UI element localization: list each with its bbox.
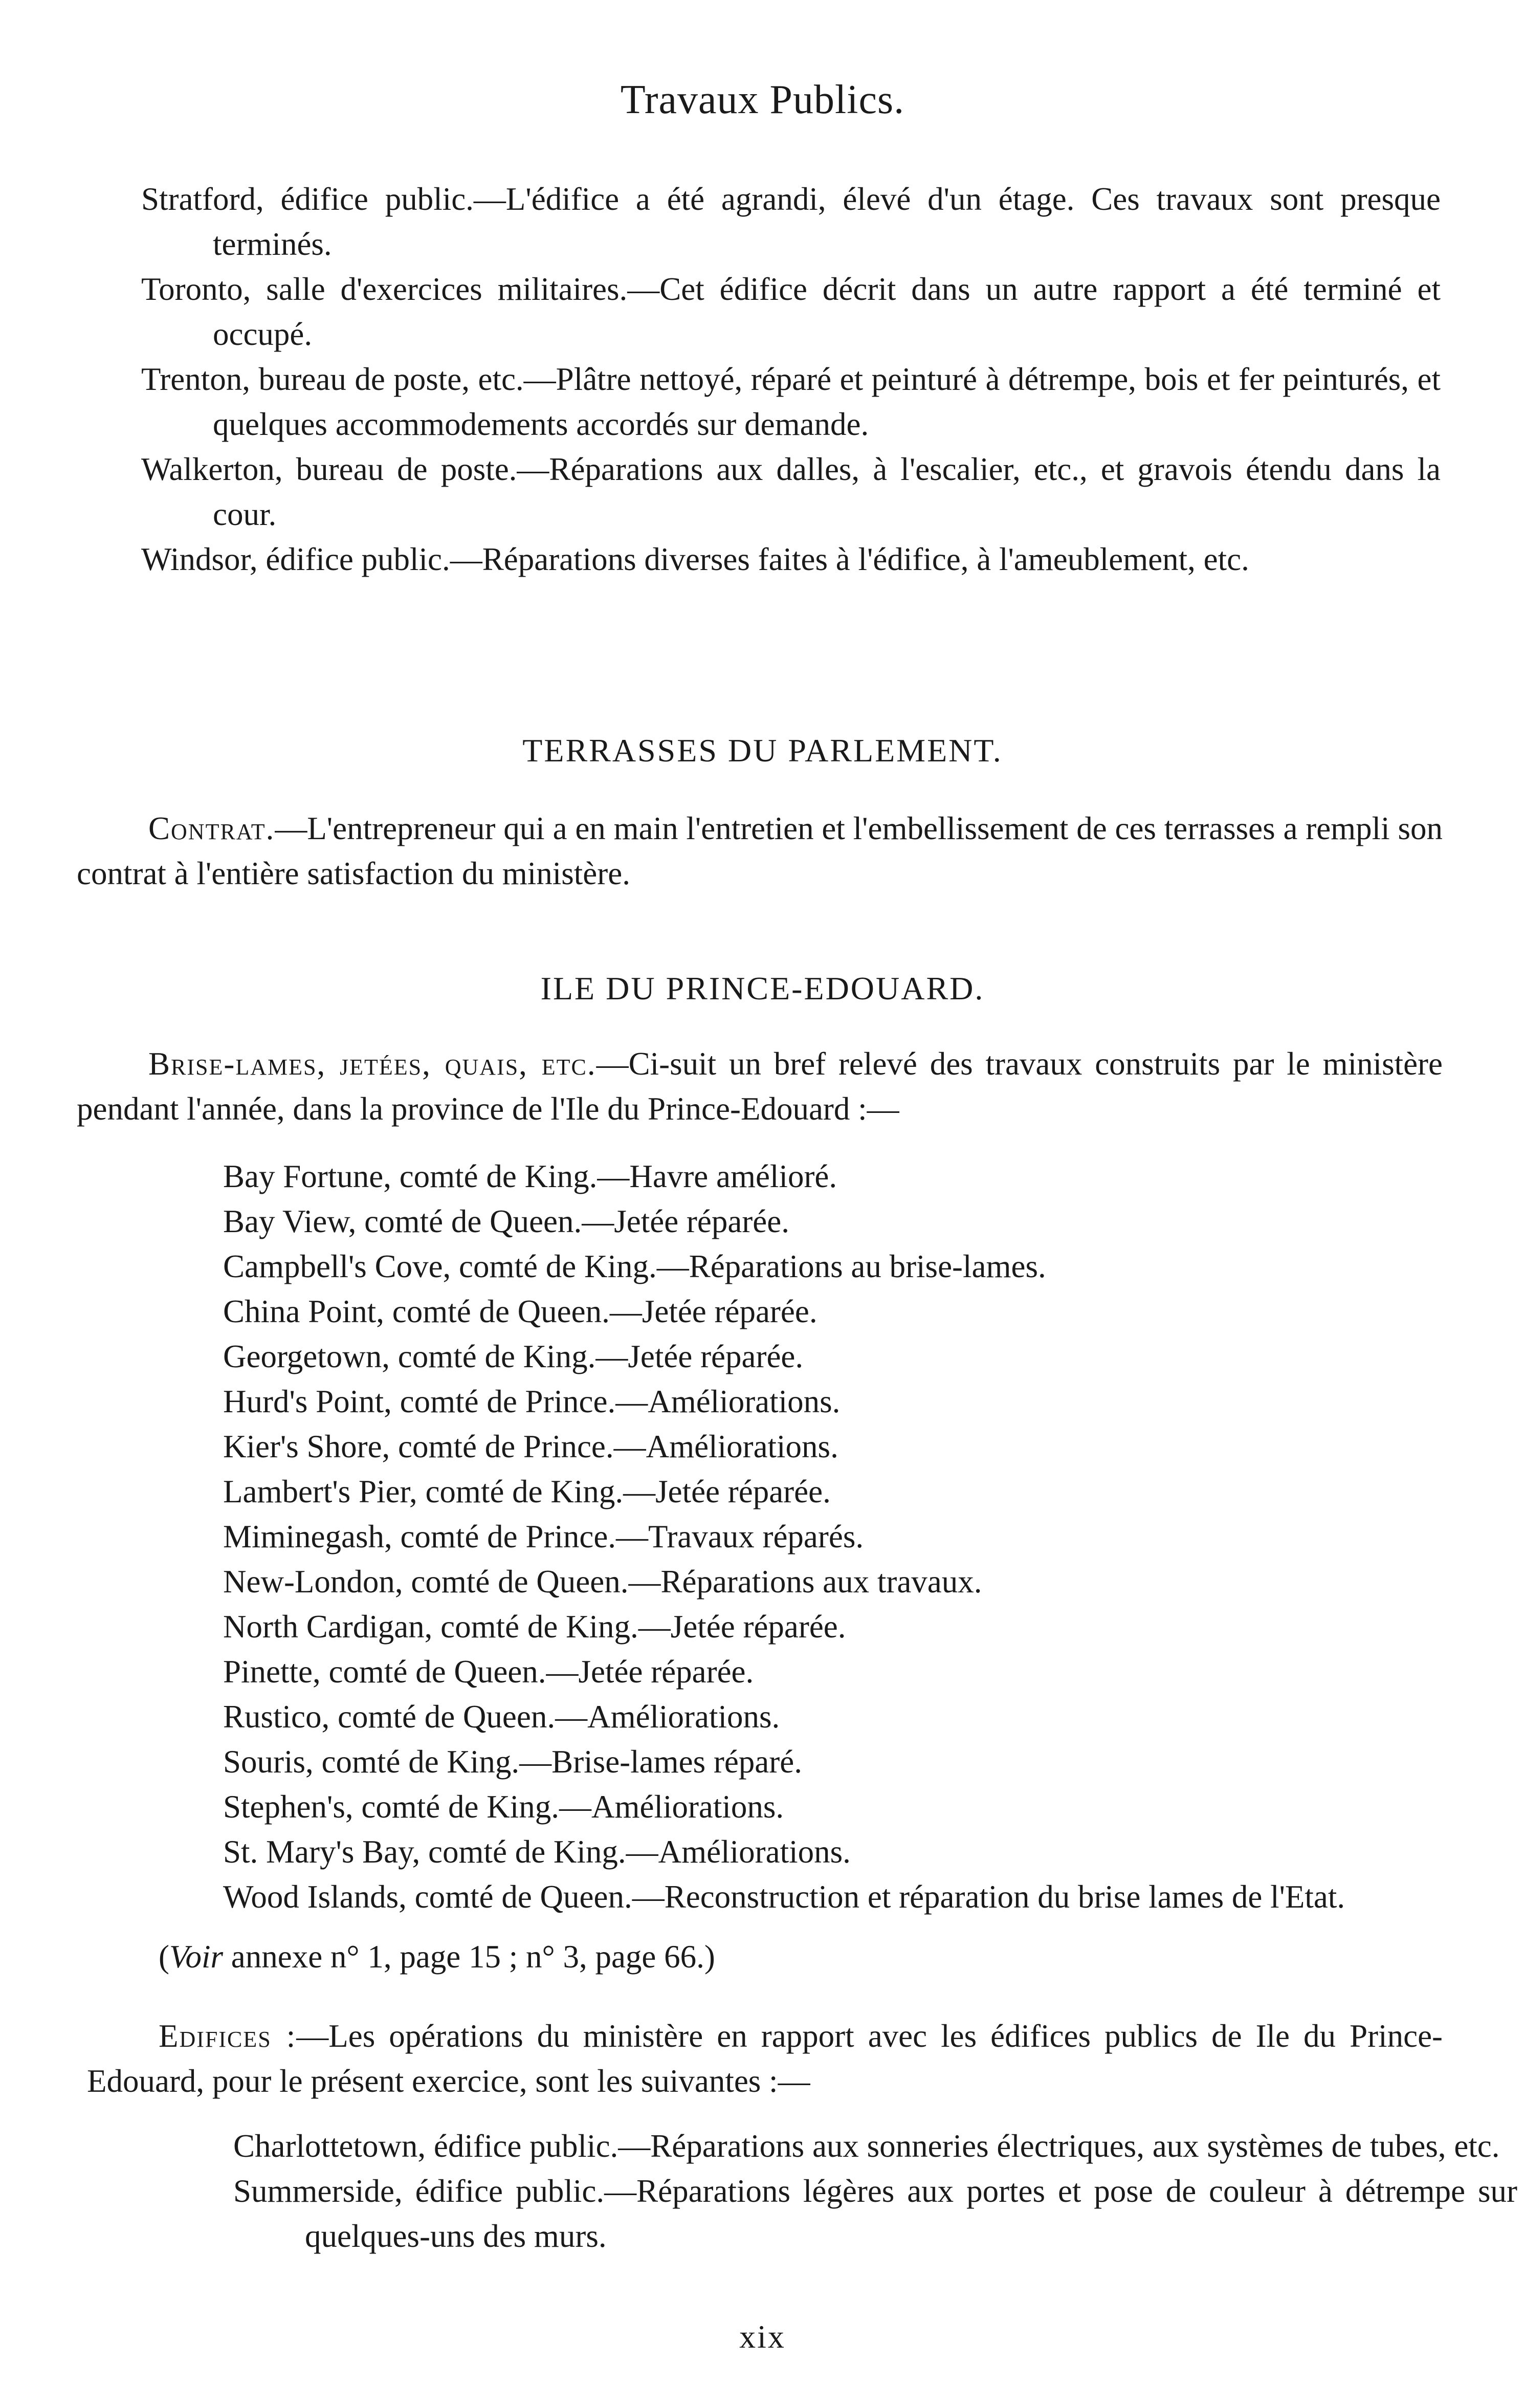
list-item: St. Mary's Bay, comté de King.—Améliorations. [223,1834,851,1870]
entry-windsor: Windsor, édifice public.—Réparations diverses faites à l'édifice, à l'ameublement, etc. [141,541,1249,577]
list-item: Bay Fortune, comté de King.—Havre amélioré. [223,1158,837,1194]
ref-text: annexe n° 1, page 15 ; n° 3, page 66.) [223,1939,715,1975]
entry-walkerton: Walkerton, bureau de poste.—Réparations aux dalles, à l'escalier, etc., et gravois étendu dans la cour. [141,451,1441,532]
ile-lead: Brise-lames, jetées, quais, etc. [148,1046,596,1082]
ontario-entries [141,177,1441,582]
list-item: China Point, comté de Queen.—Jetée réparée. [223,1294,817,1329]
entry-toronto: Toronto, salle d'exercices militaires.—Cet édifice décrit dans un autre rapport a été terminé et occupé. [141,271,1441,352]
edifices-text: —Les opérations du ministère en rapport avec les édifices publics de Ile du Prince-Edouard, pour le présent exercice, sont les suivantes :— [87,2018,1443,2099]
page-number: xix [739,2318,786,2355]
list-item: Summerside, édifice public.—Réparations légères aux portes et pose de couleur à détrempe sur quelques-uns des murs. [233,2173,1517,2254]
list-item: Stephen's, comté de King.—Améliorations. [223,1789,784,1825]
edifices-paragraph [87,2013,1443,2104]
list-item: Hurd's Point, comté de Prince.—Améliorations. [223,1384,841,1419]
ref-open: ( [159,1939,169,1975]
list-item: Kier's Shore, comté de Prince.—Améliorations. [223,1429,838,1464]
ref-voir: Voir [169,1939,224,1975]
list-item: Lambert's Pier, comté de King.—Jetée réparée. [223,1474,831,1509]
entry-stratford: Stratford, édifice public.—L'édifice a été agrandi, élevé d'un étage. Ces travaux sont presque terminés. [141,181,1441,262]
list-item: Charlottetown, édifice public.—Réparations aux sonneries électriques, aux systèmes de tubes, etc. [233,2128,1500,2164]
terrasses-paragraph [77,806,1443,896]
edifices-list [233,2124,1517,2259]
edifices-lead: Edifices : [159,2018,297,2054]
list-item: Bay View, comté de Queen.—Jetée réparée. [223,1203,789,1239]
list-item: Souris, comté de King.—Brise-lames réparé. [223,1744,802,1780]
list-item: North Cardigan, comté de King.—Jetée réparée. [223,1609,846,1645]
terrasses-text: —L'entrepreneur qui a en main l'entretien et l'embellissement de ces terrasses a rempli son contrat à l'entière satisfaction du ministère. [77,811,1443,891]
ile-text: —Ci-suit un bref relevé des travaux construits par le ministère pendant l'année, dans la province de l'Ile du Prince-Edouard :— [77,1046,1443,1127]
list-item: Rustico, comté de Queen.—Améliorations. [223,1699,780,1735]
running-head: Travaux Publics. [620,77,905,122]
list-item: Wood Islands, comté de Queen.—Reconstruction et réparation du brise lames de l'Etat. [223,1879,1345,1915]
terrasses-lead: Contrat. [148,811,275,846]
list-item: Pinette, comté de Queen.—Jetée réparée. [223,1654,754,1690]
heading-terrasses: TERRASSES DU PARLEMENT. [522,732,1003,769]
ile-paragraph [77,1041,1443,1131]
list-item: Campbell's Cove, comté de King.—Réparations au brise-lames. [223,1249,1046,1284]
list-item: New-London, comté de Queen.—Réparations aux travaux. [223,1564,982,1600]
list-item: Georgetown, comté de King.—Jetée réparée. [223,1339,804,1374]
entry-trenton: Trenton, bureau de poste, etc.—Plâtre nettoyé, réparé et peinturé à détrempe, bois et fer peinturés, et quelques accommodements accordés sur demande. [141,361,1441,442]
heading-ile: ILE DU PRINCE-EDOUARD. [540,970,985,1006]
annex-reference [159,1934,715,1979]
ile-works-list [223,1154,1507,1919]
list-item: Miminegash, comté de Prince.—Travaux réparés. [223,1519,864,1555]
